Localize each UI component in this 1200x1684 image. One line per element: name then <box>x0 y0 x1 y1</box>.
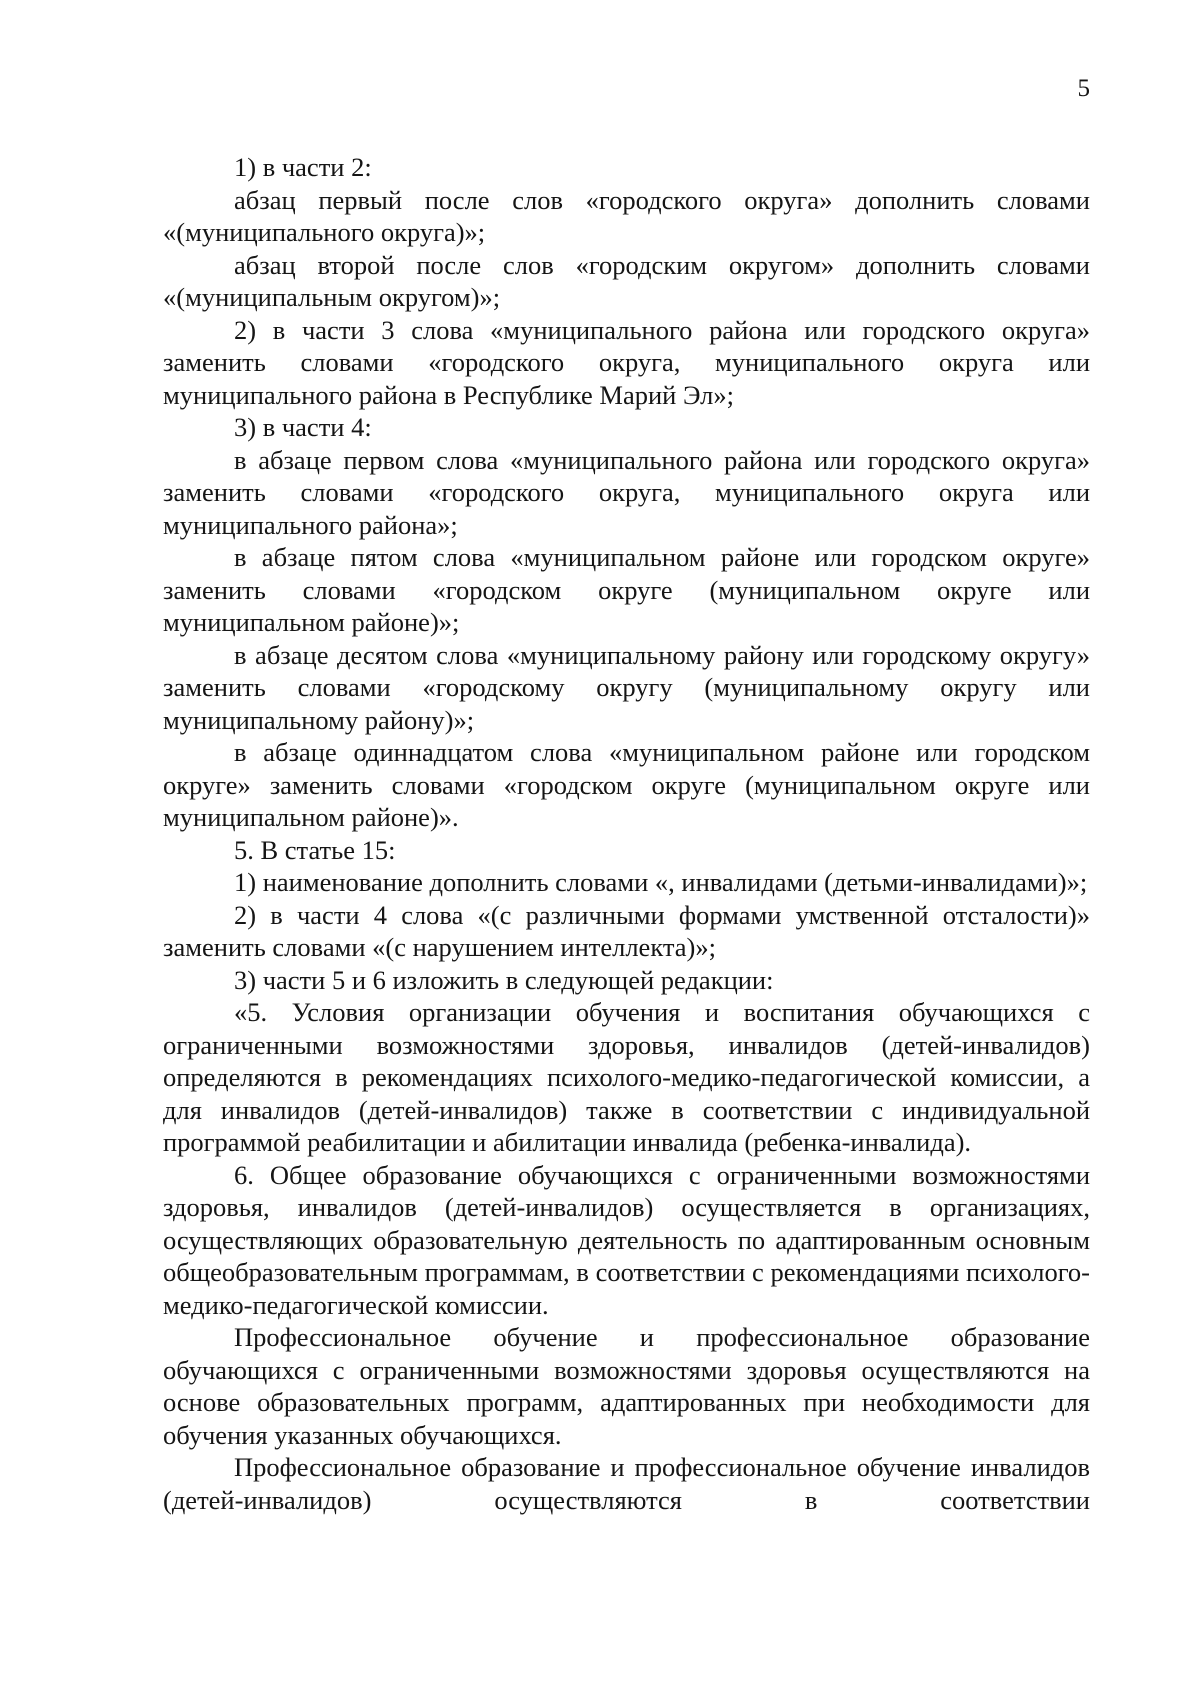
paragraph: 2) в части 3 слова «муниципального района или городского округа» заменить словами «городского округа, муниципального округа или муниципального района в Республике Марий Эл»; <box>163 314 1090 410</box>
paragraph: Профессиональное обучение и профессиональное образование обучающихся с ограниченными возможностями здоровья осуществляются на основе образовательных программ, адаптированных при необходимости для обучения указанных обучающихся. <box>163 1322 1090 1450</box>
paragraph: 1) наименование дополнить словами «, инвалидами (детьми-инвалидами)»; <box>234 867 1088 897</box>
paragraph: 2) в части 4 слова «(с различными формами умственной отсталости)» заменить словами «(с нарушением интеллекта)»; <box>163 899 1090 962</box>
paragraph: абзац первый после слов «городского округа» дополнить словами «(муниципального округа)»; <box>163 184 1090 247</box>
paragraph: в абзаце одиннадцатом слова «муниципальном районе или городском округе» заменить словами «городском округе (муниципальном округе или муниципальном районе)». <box>163 737 1090 832</box>
paragraph: в абзаце десятом слова «муниципальному району или городскому округу» заменить словами «городскому округу (муниципальному округу или муниципальному району)»; <box>163 639 1090 735</box>
page-number: 5 <box>1077 75 1090 102</box>
paragraph: в абзаце пятом слова «муниципальном районе или городском округе» заменить словами «городском округе (муниципальном округе или муниципальном районе)»; <box>163 542 1090 637</box>
paragraph: в абзаце первом слова «муниципального района или городского округа» заменить словами «городского округа, муниципального округа или муниципального района»; <box>163 444 1090 540</box>
paragraph: «5. Условия организации обучения и воспитания обучающихся с ограниченными возможностями здоровья, инвалидов (детей-инвалидов) определяются в рекомендациях психолого-медико-педагогической комиссии, а для инвалидов (детей-инвалидов) также в соответствии с индивидуальной программой реабилитации и абилитации инвалида (ребенка-инвалида). <box>163 997 1090 1157</box>
paragraph: 5. В статье 15: <box>234 834 396 865</box>
paragraph: 1) в части 2: <box>234 152 372 182</box>
paragraph: 3) в части 4: <box>234 412 372 442</box>
document-body <box>163 151 1090 1516</box>
paragraph: Профессиональное образование и профессиональное обучение инвалидов (детей-инвалидов) осуществляются в соответствии <box>163 1452 1090 1515</box>
paragraph: абзац второй после слов «городским округом» дополнить словами «(муниципальным округом)»; <box>163 249 1090 312</box>
paragraph: 6. Общее образование обучающихся с ограниченными возможностями здоровья, инвалидов (детей-инвалидов) осуществляется в организациях, осуществляющих образовательную деятельность по адаптированным основным общеобразовательным программам, в соответствии с рекомендациями психолого-медико-педагогической комиссии. <box>163 1159 1090 1320</box>
paragraph: 3) части 5 и 6 изложить в следующей редакции: <box>234 964 774 995</box>
